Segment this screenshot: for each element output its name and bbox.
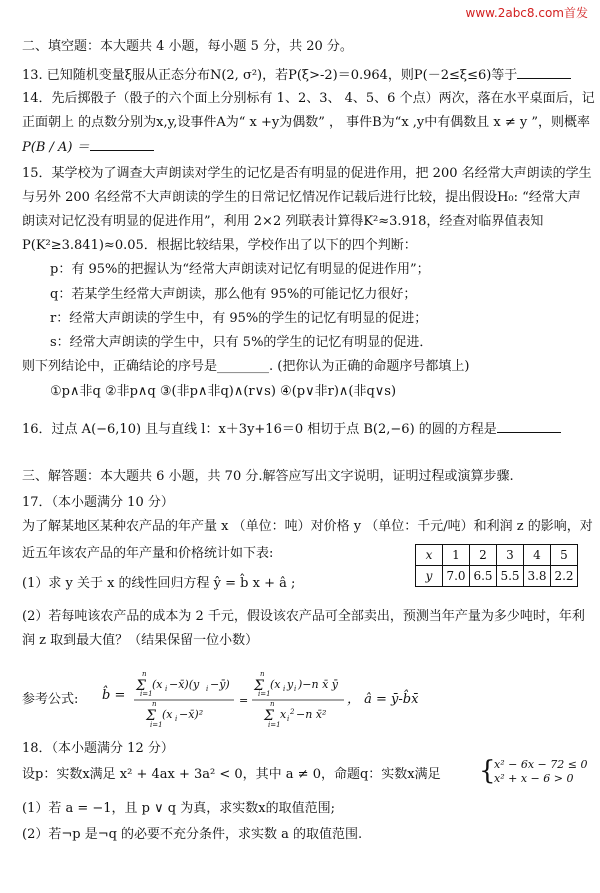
q14-line-3-text: P(B / A) ＝ (22, 140, 90, 155)
svg-text:i: i (287, 715, 290, 723)
svg-text:i=1: i=1 (268, 721, 281, 729)
q17-part-2a: (2）若每吨该农产品的成本为 2 千元，假设该农产品可全部卖出，预测当年产量为多少吨时，年利 (22, 609, 585, 624)
q18-line-1: 设p：实数x满足 x² + 4ax + 3a² < 0，其中 a ≠ 0，命题q：实数x满足 (22, 767, 441, 782)
svg-text:i: i (294, 685, 297, 693)
table-cell: 6.5 (470, 566, 497, 587)
table-header-x: x (416, 545, 443, 566)
svg-text:Σ: Σ (146, 708, 156, 724)
svg-text:i=1: i=1 (140, 690, 153, 698)
table-cell: 3 (497, 545, 524, 566)
q15-judgement-s: s：经常大声朗读的学生中，只有 5%的学生的记忆有明显的促进． (50, 335, 433, 350)
table-cell: 2 (470, 545, 497, 566)
q18-part-1: (1）若 a = −1，且 p ∨ q 为真，求实数x的取值范围; (22, 801, 335, 816)
q14-line-2: 正面朝上 的点数分别为x,y,设事件A为“ x +y为偶数” ， 事件B为“x ,y中有偶数且 x ≠ y ”，则概率 (22, 115, 591, 130)
q15-line-4: P(K²≥3.841)≈0.05．根据比较结果，学校作出了以下的四个判断： (22, 238, 417, 253)
q18-part-2: (2）若¬p 是¬q 的必要不充分条件，求实数 a 的取值范围. (22, 827, 363, 842)
table-cell: 2.2 (551, 566, 578, 587)
q15-judgement-r: r：经常大声朗读的学生中，有 95%的学生的记忆有明显的促进； (50, 311, 428, 326)
table-cell: 1 (443, 545, 470, 566)
formula-a-hat: ， â = ȳ-b̂x̄ (347, 692, 419, 707)
table-cell: 5 (551, 545, 578, 566)
formula-b-hat: b̂ = (102, 688, 126, 703)
table-row (416, 545, 578, 566)
q16 (22, 420, 582, 439)
svg-text:(x: (x (270, 678, 281, 691)
svg-text:i: i (206, 685, 209, 693)
svg-text:i: i (165, 685, 168, 693)
svg-text:n: n (152, 700, 157, 708)
svg-text:−n x̄²: −n x̄² (296, 708, 327, 721)
svg-text:n: n (142, 670, 147, 678)
svg-text:(x: (x (152, 678, 163, 691)
watermark: www.2abc8.com首发 (465, 6, 588, 20)
svg-text:x: x (280, 708, 287, 721)
q18-system-line-1: x² − 6x − 72 ≤ 0 (494, 758, 588, 771)
q15-judgement-q: q：若某学生经常大声朗读，那么他有 95%的可能记忆力很好； (50, 287, 417, 302)
svg-text:=: = (239, 694, 249, 707)
svg-text:y: y (287, 678, 294, 691)
q17-line-1: 为了解某地区某种农产品的年产量 x （单位：吨）对价格 y （单位：千元/吨）和利润 z 的影响，对 (22, 519, 593, 534)
svg-text:i: i (283, 685, 286, 693)
svg-text:Σ: Σ (264, 708, 274, 724)
svg-text:n: n (270, 700, 275, 708)
q15-ask: 则下列结论中，正确结论的序号是________. (把你认为正确的命题序号都填上) (22, 359, 470, 374)
q15-line-2: 与另外 200 名经常不大声朗读的学生的日常记忆情况作记载后进行比较，提出假设H₀: “经常大声 (22, 190, 581, 205)
svg-text:i: i (175, 715, 178, 723)
svg-text:)−n x̄ ȳ: )−n x̄ ȳ (298, 678, 339, 691)
q14-line-3 (22, 138, 582, 157)
svg-text:−x̄)²: −x̄)² (179, 708, 204, 721)
answer-blank (497, 420, 561, 433)
svg-text:i=1: i=1 (150, 721, 163, 729)
section-3-heading: 三、解答题：本大题共 6 小题，共 70 分.解答应写出文字说明，证明过程或演算步骤. (22, 469, 514, 484)
table-cell: 5.5 (497, 566, 524, 587)
q17-title: 17．（本小题满分 10 分） (22, 495, 174, 510)
table-cell: 3.8 (524, 566, 551, 587)
q18-title: 18．（本小题满分 12 分） (22, 741, 174, 756)
svg-text:(x: (x (162, 708, 173, 721)
q18-system (494, 758, 594, 786)
q17-part-1: (1）求 y 关于 x 的线性回归方程 ŷ = b̂ x + â ; (22, 576, 296, 591)
svg-text:2: 2 (290, 708, 295, 716)
svg-text:−x̄)(y: −x̄)(y (169, 678, 200, 691)
svg-text:Σ: Σ (136, 678, 146, 694)
svg-text:Σ: Σ (254, 678, 264, 694)
q17-part-2b: 润 z 取到最大值？（结果保留一位小数） (22, 633, 259, 648)
q17-line-2: 近五年该农产品的年产量和价格统计如下表: (22, 546, 274, 561)
q18-system-line-2: x² + x − 6 > 0 (494, 772, 574, 785)
answer-blank (90, 138, 154, 151)
section-2-heading: 二、填空题：本大题共 4 小题，每小题 5 分，共 20 分。 (22, 39, 353, 54)
q15-line-3: 朗读对记忆没有明显的促进作用”，利用 2×2 列联表计算得K²≈3.918，经查对临界值表知 (22, 214, 544, 229)
q15-options: ①p∧非q ②非p∧q ③(非p∧非q)∧(r∨s) ④(p∨非r)∧(非q∨s) (50, 384, 397, 399)
svg-text:n: n (260, 670, 265, 678)
table-header-y: y (416, 566, 443, 587)
q14-line-1: 14．先后掷骰子（骰子的六个面上分别标有 1、2、3、 4、5、6 个点）两次，落在水平桌面后，记 (22, 91, 595, 106)
q15-judgement-p: p：有 95%的把握认为“经常大声朗读对记忆有明显的促进作用”； (50, 262, 430, 277)
q16-text: 16．过点 A(−6,10) 且与直线 l：x＋3y+16＝0 相切于点 B(2,−6) 的圆的方程是 (22, 422, 497, 437)
svg-text:−ȳ): −ȳ) (210, 678, 230, 691)
reference-formula (22, 670, 582, 730)
svg-text:i=1: i=1 (258, 690, 271, 698)
q13 (22, 66, 582, 85)
table-cell: 4 (524, 545, 551, 566)
system-brace: { (479, 756, 496, 786)
formula-label: 参考公式: (22, 692, 79, 707)
q13-text: 13. 已知随机变量ξ服从正态分布N(2, σ²)，若P(ξ>-2)＝0.964，则P(－2≤ξ≤6)等于 (22, 68, 518, 83)
q15-line-1: 15．某学校为了调查大声朗读对学生的记忆是否有明显的促进作用，把 200 名经常大声朗读的学生 (22, 166, 592, 181)
answer-blank (517, 66, 571, 79)
table-cell: 7.0 (443, 566, 470, 587)
